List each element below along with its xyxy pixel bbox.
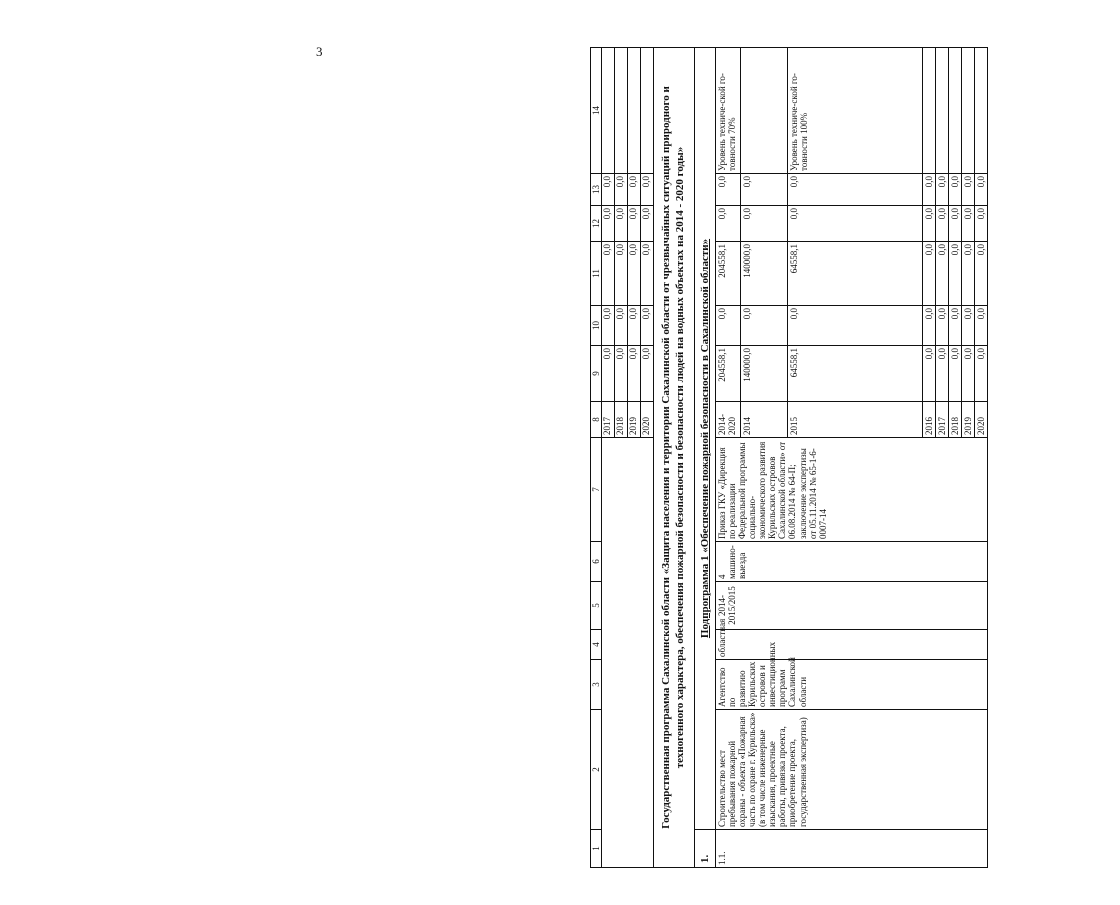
value-cell: 0,0	[641, 306, 654, 346]
year-cell: 2014-2020	[715, 402, 740, 438]
value-cell: 0,0	[715, 206, 740, 242]
value-cell: 0,0	[602, 174, 615, 206]
column-number: 4	[591, 630, 602, 660]
value-cell: 0,0	[628, 346, 641, 402]
result-cell	[615, 48, 628, 174]
value-cell: 0,0	[628, 306, 641, 346]
value-cell: 0,0	[641, 346, 654, 402]
column-number: 6	[591, 542, 602, 582]
result-cell	[935, 48, 948, 174]
result-cell: Уровень техниче-ской го-товности 70%	[715, 48, 740, 174]
table-row	[602, 48, 615, 868]
value-cell: 64558,1	[787, 346, 922, 402]
value-cell: 0,0	[787, 174, 922, 206]
year-cell: 2019	[962, 402, 975, 438]
subprogram-number: 1.	[694, 830, 715, 868]
value-cell: 204558,1	[715, 242, 740, 306]
measure-name: Строительство мест пребывания пожарной охраны - объекта «Пожарная часть по охране г. Курильска» (в том числе инженерные изыскания, проектные работы, привязка проекта, приобретение проекта, государственная экспертиза)	[715, 710, 987, 830]
program-title: Государственная программа Сахалинской области «Защита населения и территории Сахалинской области от чрезвычайных ситуаций природного и техногенного характера, обеспечения пожарной безопасности и безопасности людей на водных объектах на 2014 - 2020 годы»	[654, 48, 695, 868]
value-cell: 0,0	[641, 242, 654, 306]
row-number: 1.1.	[715, 830, 987, 868]
value-cell: 0,0	[615, 174, 628, 206]
column-number: 7	[591, 438, 602, 542]
value-cell: 0,0	[602, 206, 615, 242]
value-cell: 0,0	[787, 206, 922, 242]
value-cell: 0,0	[787, 306, 922, 346]
year-cell: 2017	[935, 402, 948, 438]
value-cell: 0,0	[935, 242, 948, 306]
rotated-table-frame	[590, 48, 1120, 868]
value-cell: 0,0	[602, 242, 615, 306]
value-cell: 0,0	[740, 206, 787, 242]
value-cell: 0,0	[628, 206, 641, 242]
column-number: 5	[591, 582, 602, 630]
period: 2014-2015/2015	[715, 582, 987, 630]
value-cell: 0,0	[975, 242, 988, 306]
result-cell	[602, 48, 615, 174]
table-body	[591, 48, 988, 868]
subprogram-title: Подпрограмма 1 «Обеспечение пожарной безопасности в Сахалинской области»	[694, 48, 715, 830]
column-number: 9	[591, 346, 602, 402]
value-cell: 0,0	[949, 174, 962, 206]
result-cell	[641, 48, 654, 174]
value-cell: 0,0	[740, 306, 787, 346]
value-cell: 0,0	[949, 242, 962, 306]
value-cell: 0,0	[962, 346, 975, 402]
value-cell: 0,0	[949, 206, 962, 242]
page-number: 3	[316, 44, 323, 59]
year-cell: 2018	[615, 402, 628, 438]
value-cell: 0,0	[922, 174, 935, 206]
indicator: 4 машино-выезда	[715, 542, 987, 582]
table-row	[715, 48, 740, 868]
subprogram-row	[694, 48, 715, 868]
value-cell: 0,0	[935, 346, 948, 402]
year-cell: 2014	[740, 402, 787, 438]
value-cell: 0,0	[962, 174, 975, 206]
value-cell: 0,0	[975, 174, 988, 206]
result-cell	[962, 48, 975, 174]
basis-document: Приказ ГКУ «Дирекция по реализации Федеральной программы социально-экономического развития Курильских островов Сахалинской области» от 06.08.2014 № 64-П; заключение экспертизы от 05.11.2014 № 65-1-6-0007-14	[715, 438, 987, 542]
value-cell: 0,0	[922, 346, 935, 402]
value-cell: 0,0	[975, 346, 988, 402]
result-cell	[740, 48, 787, 174]
value-cell: 0,0	[615, 346, 628, 402]
result-cell: Уровень техниче-ской го-товности 100%	[787, 48, 922, 174]
year-cell: 2016	[922, 402, 935, 438]
value-cell: 0,0	[715, 174, 740, 206]
value-cell: 0,0	[628, 174, 641, 206]
value-cell: 0,0	[615, 242, 628, 306]
value-cell: 140000,0	[740, 242, 787, 306]
value-cell: 0,0	[615, 206, 628, 242]
result-cell	[628, 48, 641, 174]
column-number: 10	[591, 306, 602, 346]
value-cell: 0,0	[935, 206, 948, 242]
column-number: 2	[591, 710, 602, 830]
value-cell: 0,0	[975, 306, 988, 346]
year-cell: 2018	[949, 402, 962, 438]
result-cell	[922, 48, 935, 174]
column-number: 13	[591, 174, 602, 206]
value-cell: 0,0	[602, 346, 615, 402]
program-title-row	[654, 48, 695, 868]
value-cell: 204558,1	[715, 346, 740, 402]
value-cell: 0,0	[949, 346, 962, 402]
executor: Агентство по развитию Курильских островов и инвестиционных программ Сахалинской области	[715, 660, 987, 710]
column-number: 3	[591, 660, 602, 710]
column-number: 1	[591, 830, 602, 868]
result-cell	[949, 48, 962, 174]
year-cell: 2017	[602, 402, 615, 438]
value-cell: 0,0	[949, 306, 962, 346]
value-cell: 0,0	[962, 206, 975, 242]
value-cell: 64558,1	[787, 242, 922, 306]
budget-level: областная	[715, 630, 987, 660]
column-number: 12	[591, 206, 602, 242]
value-cell: 140000,0	[740, 346, 787, 402]
value-cell: 0,0	[641, 174, 654, 206]
value-cell: 0,0	[962, 242, 975, 306]
value-cell: 0,0	[922, 306, 935, 346]
year-cell: 2020	[975, 402, 988, 438]
value-cell: 0,0	[715, 306, 740, 346]
value-cell: 0,0	[935, 174, 948, 206]
year-cell: 2020	[641, 402, 654, 438]
column-number-row	[591, 48, 602, 868]
empty-cell	[602, 438, 654, 868]
value-cell: 0,0	[602, 306, 615, 346]
value-cell: 0,0	[975, 206, 988, 242]
column-number: 14	[591, 48, 602, 174]
year-cell: 2019	[628, 402, 641, 438]
program-table	[590, 47, 988, 868]
value-cell: 0,0	[641, 206, 654, 242]
value-cell: 0,0	[922, 206, 935, 242]
year-cell: 2015	[787, 402, 922, 438]
value-cell: 0,0	[628, 242, 641, 306]
column-number: 8	[591, 402, 602, 438]
value-cell: 0,0	[740, 174, 787, 206]
value-cell: 0,0	[922, 242, 935, 306]
value-cell: 0,0	[615, 306, 628, 346]
value-cell: 0,0	[962, 306, 975, 346]
column-number: 11	[591, 242, 602, 306]
value-cell: 0,0	[935, 306, 948, 346]
result-cell	[975, 48, 988, 174]
